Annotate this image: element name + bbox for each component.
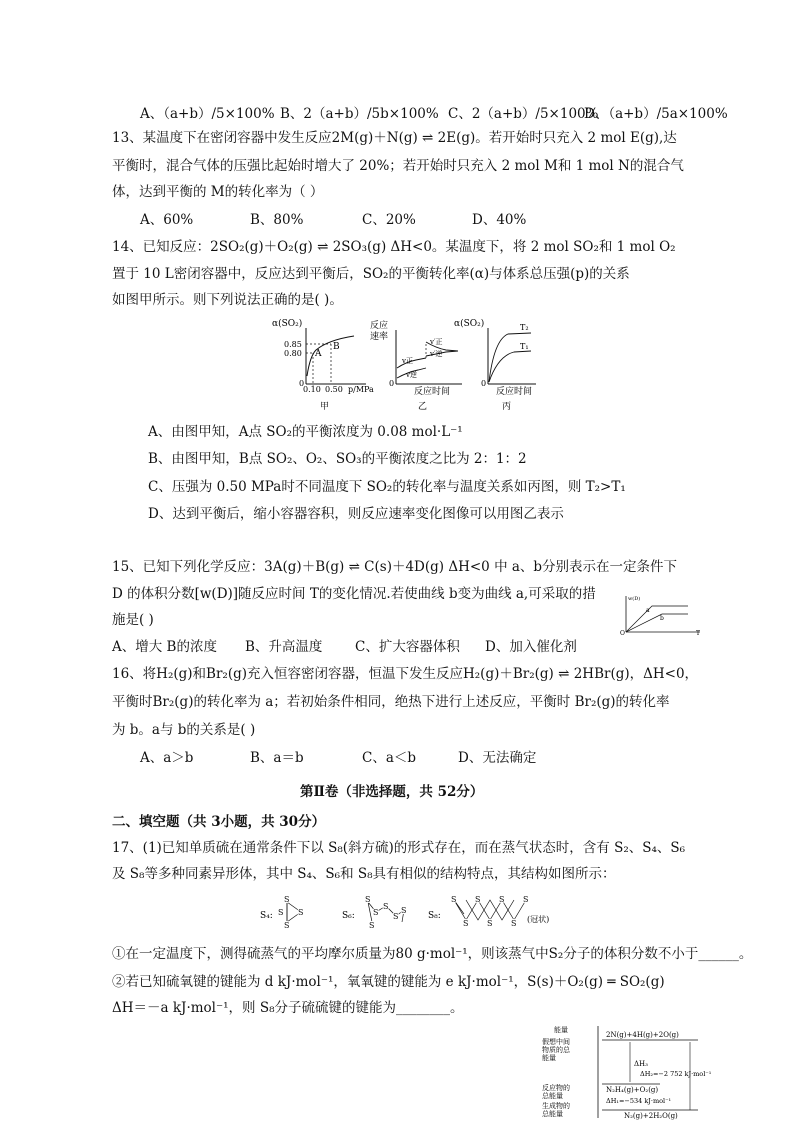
q17-question-1: ①在一定温度下，测得硫蒸气的平均摩尔质量为80 g·mol⁻¹，则该蒸气中S₂分子的体积分数不小于______。 — [112, 946, 753, 962]
jia-point-b: B — [333, 342, 340, 352]
jia-ylabel: α(SO₂) — [272, 319, 303, 329]
bing-xlabel: 反应时间 — [496, 387, 533, 397]
energy-axis-label: 能量 — [554, 1026, 568, 1034]
dh2-label: ΔH₂=−2 752 kJ·mol⁻¹ — [640, 1070, 712, 1078]
q14-option-a: A、由图甲知，A点 SO₂的平衡浓度为 0.08 mol·L⁻¹ — [148, 424, 463, 440]
figure-jia — [272, 318, 374, 412]
q13-option-b: B、80% — [250, 212, 304, 228]
s6-atom: S — [373, 908, 379, 917]
section-2-title: 第Ⅱ卷（非选择题，共 52分） — [300, 784, 484, 800]
yi-label-vni2: v′逆 — [430, 350, 443, 358]
bing-curve-t2 — [489, 333, 531, 382]
q16-line-2: 平衡时Br₂(g)的转化率为 a；若初始条件相同，绝热下进行上述反应，平衡时 Br₂(g)的转化率 — [112, 694, 670, 710]
s4-label: S₄: — [260, 911, 273, 921]
q16-line-3: 为 b。a与 b的关系是( ) — [112, 722, 256, 738]
top-species: 2N(g)+4H(g)+2O(g) — [606, 1031, 679, 1039]
q17-question-2b: ΔH＝－a kJ·mol⁻¹，则 S₈分子硫硫键的键能为________。 — [112, 1000, 464, 1016]
s8-back-bonds — [466, 900, 514, 920]
q13-option-c: C、20% — [362, 212, 416, 228]
q15-label-b: b — [660, 615, 664, 622]
q16-options — [140, 748, 536, 768]
q14-line-1: 14、已知反应：2SO₂(g)＋O₂(g) ⇌ 2SO₃(g) ΔH<0。某温度下，将 2 mol SO₂和 1 mol O₂ — [112, 239, 676, 255]
q16-option-c: C、a＜b — [362, 750, 417, 766]
jia-x-010: 0.10 — [303, 385, 321, 394]
bing-label-t2: T₂ — [520, 323, 529, 332]
q13-option-d: D、40% — [472, 212, 527, 228]
bottom-species: N₂(g)+2H₂O(g) — [624, 1112, 678, 1120]
s8-atom: S — [451, 895, 457, 904]
q17-question-2a: ②若已知硫氧键的键能为 d kJ·mol⁻¹，氧氧键的键能为 e kJ·mol⁻¹，S(s)＋O₂(g) ═ SO₂(g) — [112, 974, 665, 990]
q15-origin: O — [620, 630, 625, 637]
sulfur-structures-figure — [256, 892, 550, 932]
q15-figure — [618, 592, 704, 636]
q17-line-2: 及 S₈等多种同素异形体，其中 S₄、S₆和 S₈具有相似的结构特点，其结构如图所示： — [112, 866, 616, 882]
q15-option-b: B、升高温度 — [245, 639, 323, 655]
yi-xlabel: 反应时间 — [414, 387, 451, 397]
q12-options — [140, 104, 728, 124]
hypothetical-label-3: 能量 — [542, 1054, 556, 1062]
s6-atom: S — [369, 921, 375, 930]
s8-bonds — [454, 900, 526, 920]
q13-option-a: A、60% — [140, 212, 194, 228]
q15-curve-a — [626, 606, 688, 632]
dh3-label: ΔH₃ — [634, 1060, 648, 1068]
s6-structure — [342, 895, 406, 930]
q15-options — [112, 637, 577, 657]
bing-origin: 0 — [481, 379, 487, 388]
q16-option-b: B、a＝b — [250, 750, 304, 766]
jia-x-050: 0.50 — [325, 385, 343, 394]
jia-caption: 甲 — [320, 402, 330, 412]
jia-origin: 0 — [299, 379, 305, 388]
q15-line-1: 15、已知下列化学反应：3A(g)＋B(g) ⇌ C(s)＋4D(g) ΔH<0 中 a、b分别表示在一定条件下 — [112, 559, 678, 575]
q12-option-c: C、2（a+b）/5×100% — [448, 106, 599, 122]
energy-diagram — [540, 1024, 784, 1120]
s8-note: (冠状) — [527, 915, 550, 924]
q12-option-a: A、（a+b）/5×100% — [140, 106, 275, 122]
q15-ylabel: w(D) — [628, 596, 641, 602]
s6-atom: S — [401, 906, 407, 915]
s8-atom: S — [499, 895, 505, 904]
s8-atom: S — [475, 895, 481, 904]
s4-atom: S — [284, 921, 290, 930]
reactants-label-1: 反应物的 — [542, 1084, 570, 1092]
s6-atom: S — [365, 895, 371, 904]
s4-atom: S — [298, 908, 304, 917]
q14-line-2: 置于 10 L密闭容器中，反应达到平衡后，SO₂的平衡转化率(α)与体系总压强(p)的关系 — [112, 266, 630, 282]
hypothetical-label-2: 物质的总 — [542, 1046, 570, 1054]
figure-bing — [454, 318, 536, 412]
q16-line-1: 16、将H₂(g)和Br₂(g)充入恒容密闭容器，恒温下发生反应H₂(g)＋Br₂(g) ⇌ 2HBr(g)，ΔH<0， — [112, 666, 699, 682]
s8-atom: S — [487, 919, 493, 928]
q14-option-d: D、达到平衡后，缩小容器容积，则反应速率变化图像可以用图乙表示 — [148, 506, 564, 522]
q15-label-a: a — [646, 607, 650, 614]
dh1-label: ΔH₁=−534 kJ·mol⁻¹ — [606, 1097, 672, 1105]
q14-figures — [266, 316, 536, 416]
bing-ylabel: α(SO₂) — [454, 319, 485, 329]
q14-option-b: B、由图甲知，B点 SO₂、O₂、SO₃的平衡浓度之比为 2：1：2 — [148, 451, 527, 467]
jia-tick-085: 0.85 — [284, 340, 302, 349]
hypothetical-label-1: 假想中间 — [542, 1038, 570, 1046]
jia-point-a: A — [315, 349, 322, 359]
q15-option-d: D、加入催化剂 — [485, 639, 577, 655]
q13-options — [140, 210, 526, 230]
q15-xlabel: T — [696, 630, 701, 637]
bing-label-t1: T₁ — [520, 342, 529, 351]
yi-ylabel-1: 反应 — [370, 321, 389, 331]
s8-atom: S — [463, 919, 469, 928]
s8-structure — [428, 895, 549, 928]
q15-line-2: D 的体积分数[w(D)]随反应时间 T的变化情况.若使曲线 b变为曲线 a,可采取的措 — [112, 586, 596, 602]
part-2-heading: 二、填空题（共 3小题，共 30分） — [112, 814, 326, 830]
q13-line-1: 13、某温度下在密闭容器中发生反应2M(g)＋N(g) ⇌ 2E(g)。若开始时只充入 2 mol E(g),达 — [112, 130, 677, 146]
s8-atom: S — [523, 895, 529, 904]
s4-atom: S — [284, 895, 290, 904]
q15-line-3: 施是( ) — [112, 612, 154, 628]
q14-line-3: 如图甲所示。则下列说法正确的是( )。 — [112, 292, 343, 308]
yi-caption: 乙 — [418, 402, 428, 412]
s8-atom: S — [511, 919, 517, 928]
s6-label: S₆: — [342, 911, 355, 921]
q12-option-d: D、（a+b）/5a×100% — [584, 106, 728, 122]
jia-tick-080: 0.80 — [284, 349, 302, 358]
yi-label-vzheng: v正 — [402, 357, 413, 365]
products-label-2: 总能量 — [542, 1110, 563, 1118]
bing-caption: 丙 — [502, 402, 512, 412]
q13-line-3: 体，达到平衡的 M的转化率为（ ） — [112, 184, 324, 200]
yi-origin: 0 — [389, 379, 395, 388]
q16-option-d: D、无法确定 — [458, 750, 537, 766]
jia-x-unit: p/MPa — [348, 385, 374, 394]
s4-atom: S — [278, 908, 284, 917]
s6-atom: S — [393, 912, 399, 921]
q14-option-c: C、压强为 0.50 MPa时不同温度下 SO₂的转化率与温度关系如丙图，则 T₂>T₁ — [148, 479, 626, 495]
reactants-label-2: 总能量 — [542, 1092, 563, 1100]
figure-yi — [370, 319, 462, 412]
q17-line-1: 17、(1)已知单质硫在通常条件下以 S₈(斜方硫)的形式存在，而在蒸气状态时，含有 S₂、S₄、S₆ — [112, 840, 686, 856]
products-label-1: 生成物的 — [542, 1102, 570, 1110]
mid-species: N₂H₄(g)+O₂(g) — [606, 1086, 659, 1094]
q12-option-b: B、2（a+b）/5b×100% — [280, 106, 439, 122]
yi-ylabel-2: 速率 — [370, 332, 389, 342]
yi-label-vni: v逆 — [406, 371, 417, 379]
s4-structure — [260, 895, 303, 930]
q13-line-2: 平衡时，混合气体的压强比起始时增大了 20%；若开始时只充入 2 mol M和 1 mol N的混合气 — [112, 158, 684, 174]
q16-option-a: A、a＞b — [140, 750, 194, 766]
s8-label: S₈: — [428, 911, 441, 921]
q15-option-c: C、扩大容器体积 — [355, 639, 460, 655]
s6-atom: S — [383, 902, 389, 911]
q15-option-a: A、增大 B的浓度 — [112, 639, 217, 655]
yi-label-vzheng2: v′正 — [430, 338, 443, 346]
bing-curve-t1 — [489, 351, 531, 382]
